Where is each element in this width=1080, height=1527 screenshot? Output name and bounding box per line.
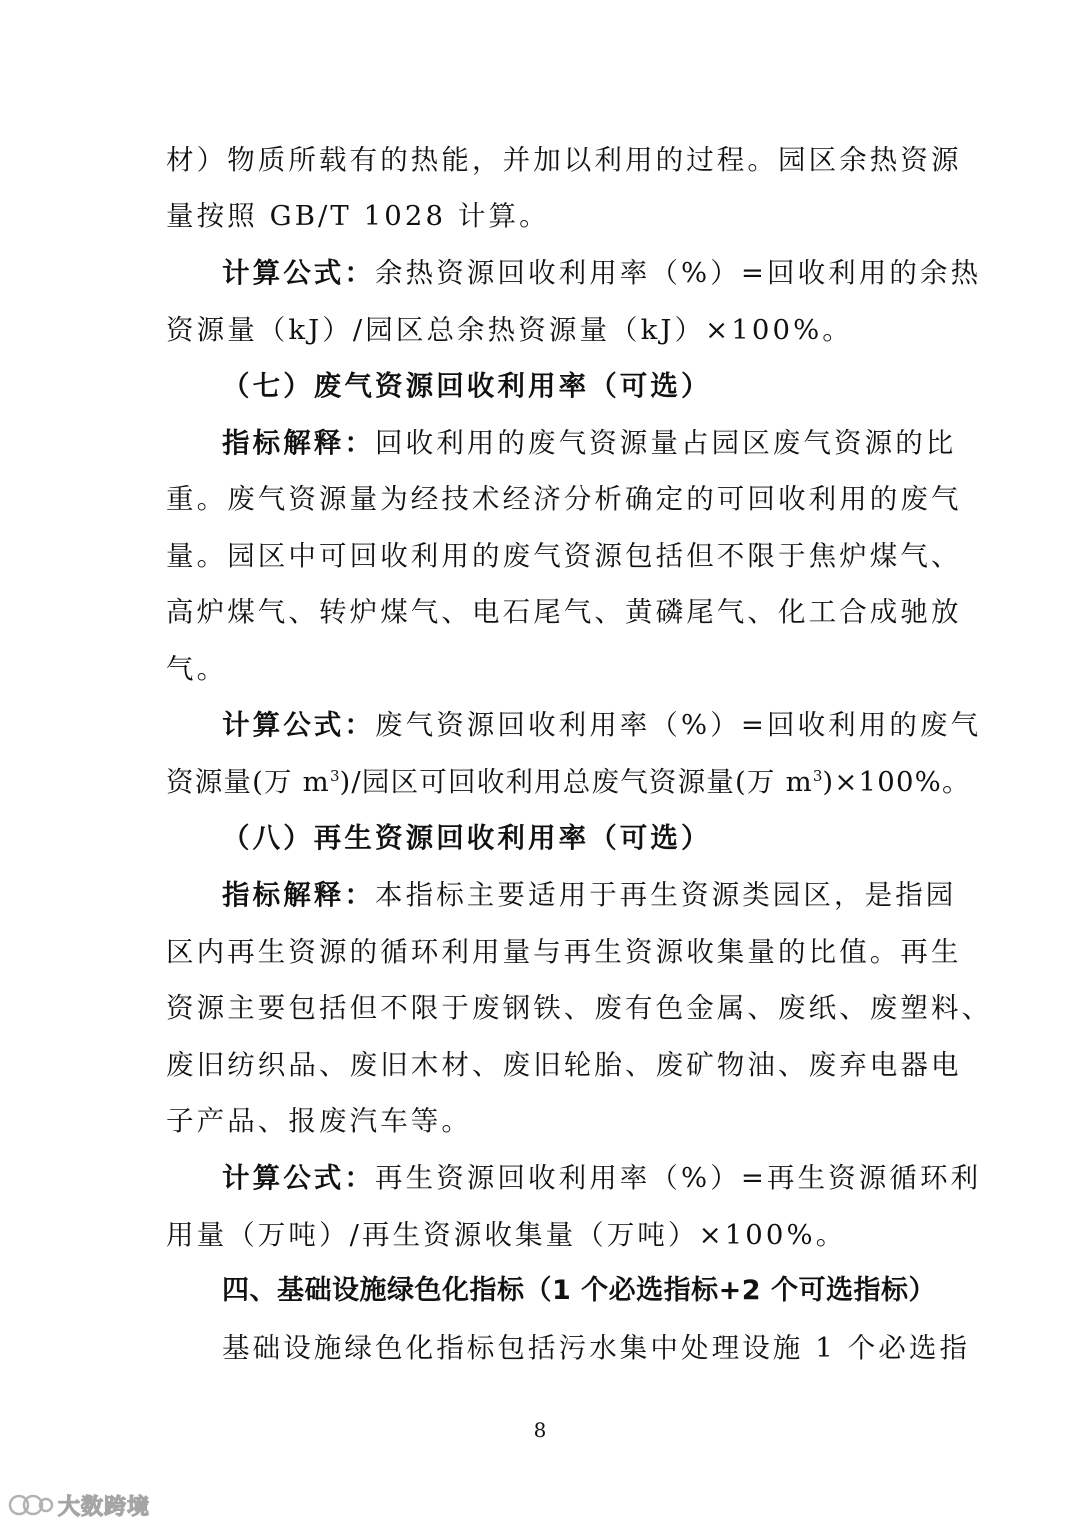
body-line: 子产品、报废汽车等。 xyxy=(166,1105,472,1137)
body-line: 资源主要包括但不限于废钢铁、废有色金属、废纸、废塑料、 xyxy=(166,992,993,1024)
body-line: 材）物质所载有的热能，并加以利用的过程。园区余热资源 xyxy=(166,144,962,176)
watermark-logo-icon xyxy=(8,1492,54,1518)
explain-text: 本指标主要适用于再生资源类园区，是指园 xyxy=(375,879,957,911)
section-heading-8: （八）再生资源回收利用率（可选） xyxy=(222,822,712,854)
body-line: 区内再生资源的循环利用量与再生资源收集量的比值。再生 xyxy=(166,936,962,968)
body-line: 量。园区中可回收利用的废气资源包括但不限于焦炉煤气、 xyxy=(166,540,962,572)
formula-text: 余热资源回收利用率（%）=回收利用的余热 xyxy=(375,257,982,289)
watermark-text: 大数跨境 xyxy=(58,1494,151,1520)
body-line: 量按照 GB/T 1028 计算。 xyxy=(166,200,550,232)
formula-label: 计算公式： xyxy=(222,257,375,289)
formula-label: 计算公式： xyxy=(222,709,375,741)
watermark xyxy=(8,1490,150,1520)
formula-text: 再生资源回收利用率（%）=再生资源循环利 xyxy=(375,1162,982,1194)
body-line: 重。废气资源量为经技术经济分析确定的可回收利用的废气 xyxy=(166,483,962,515)
explain-label: 指标解释： xyxy=(222,879,375,911)
formula-continuation: 资源量(万 $m^3)/$园区可回收利用总废气资源量(万 $m^3)\times 100\%$。 xyxy=(166,766,971,798)
formula-paragraph xyxy=(222,705,982,745)
explain-paragraph xyxy=(222,423,957,463)
formula-text: 废气资源回收利用率（%）=回收利用的废气 xyxy=(375,709,982,741)
section-heading-7: （七）废气资源回收利用率（可选） xyxy=(222,370,712,402)
body-line: 废旧纺织品、废旧木材、废旧轮胎、废矿物油、废弃电器电 xyxy=(166,1049,962,1081)
explain-paragraph xyxy=(222,875,957,915)
formula-paragraph xyxy=(222,253,982,293)
formula-paragraph xyxy=(222,1158,982,1198)
explain-text: 回收利用的废气资源量占园区废气资源的比 xyxy=(375,427,957,459)
chapter-heading: 四、基础设施绿色化指标（1 个必选指标+2 个可选指标） xyxy=(222,1275,936,1306)
body-line: 气。 xyxy=(166,653,228,685)
explain-label: 指标解释： xyxy=(222,427,375,459)
page-number: 8 xyxy=(533,1418,547,1442)
body-line: 基础设施绿色化指标包括污水集中处理设施 1 个必选指 xyxy=(222,1332,971,1364)
formula-label: 计算公式： xyxy=(222,1162,375,1194)
body-line: 用量（万吨）/再生资源收集量（万吨）×100%。 xyxy=(166,1219,847,1251)
body-line: 高炉煤气、转炉煤气、电石尾气、黄磷尾气、化工合成驰放 xyxy=(166,596,962,628)
body-line: 资源量（kJ）/园区总余热资源量（kJ）×100%。 xyxy=(166,314,853,346)
